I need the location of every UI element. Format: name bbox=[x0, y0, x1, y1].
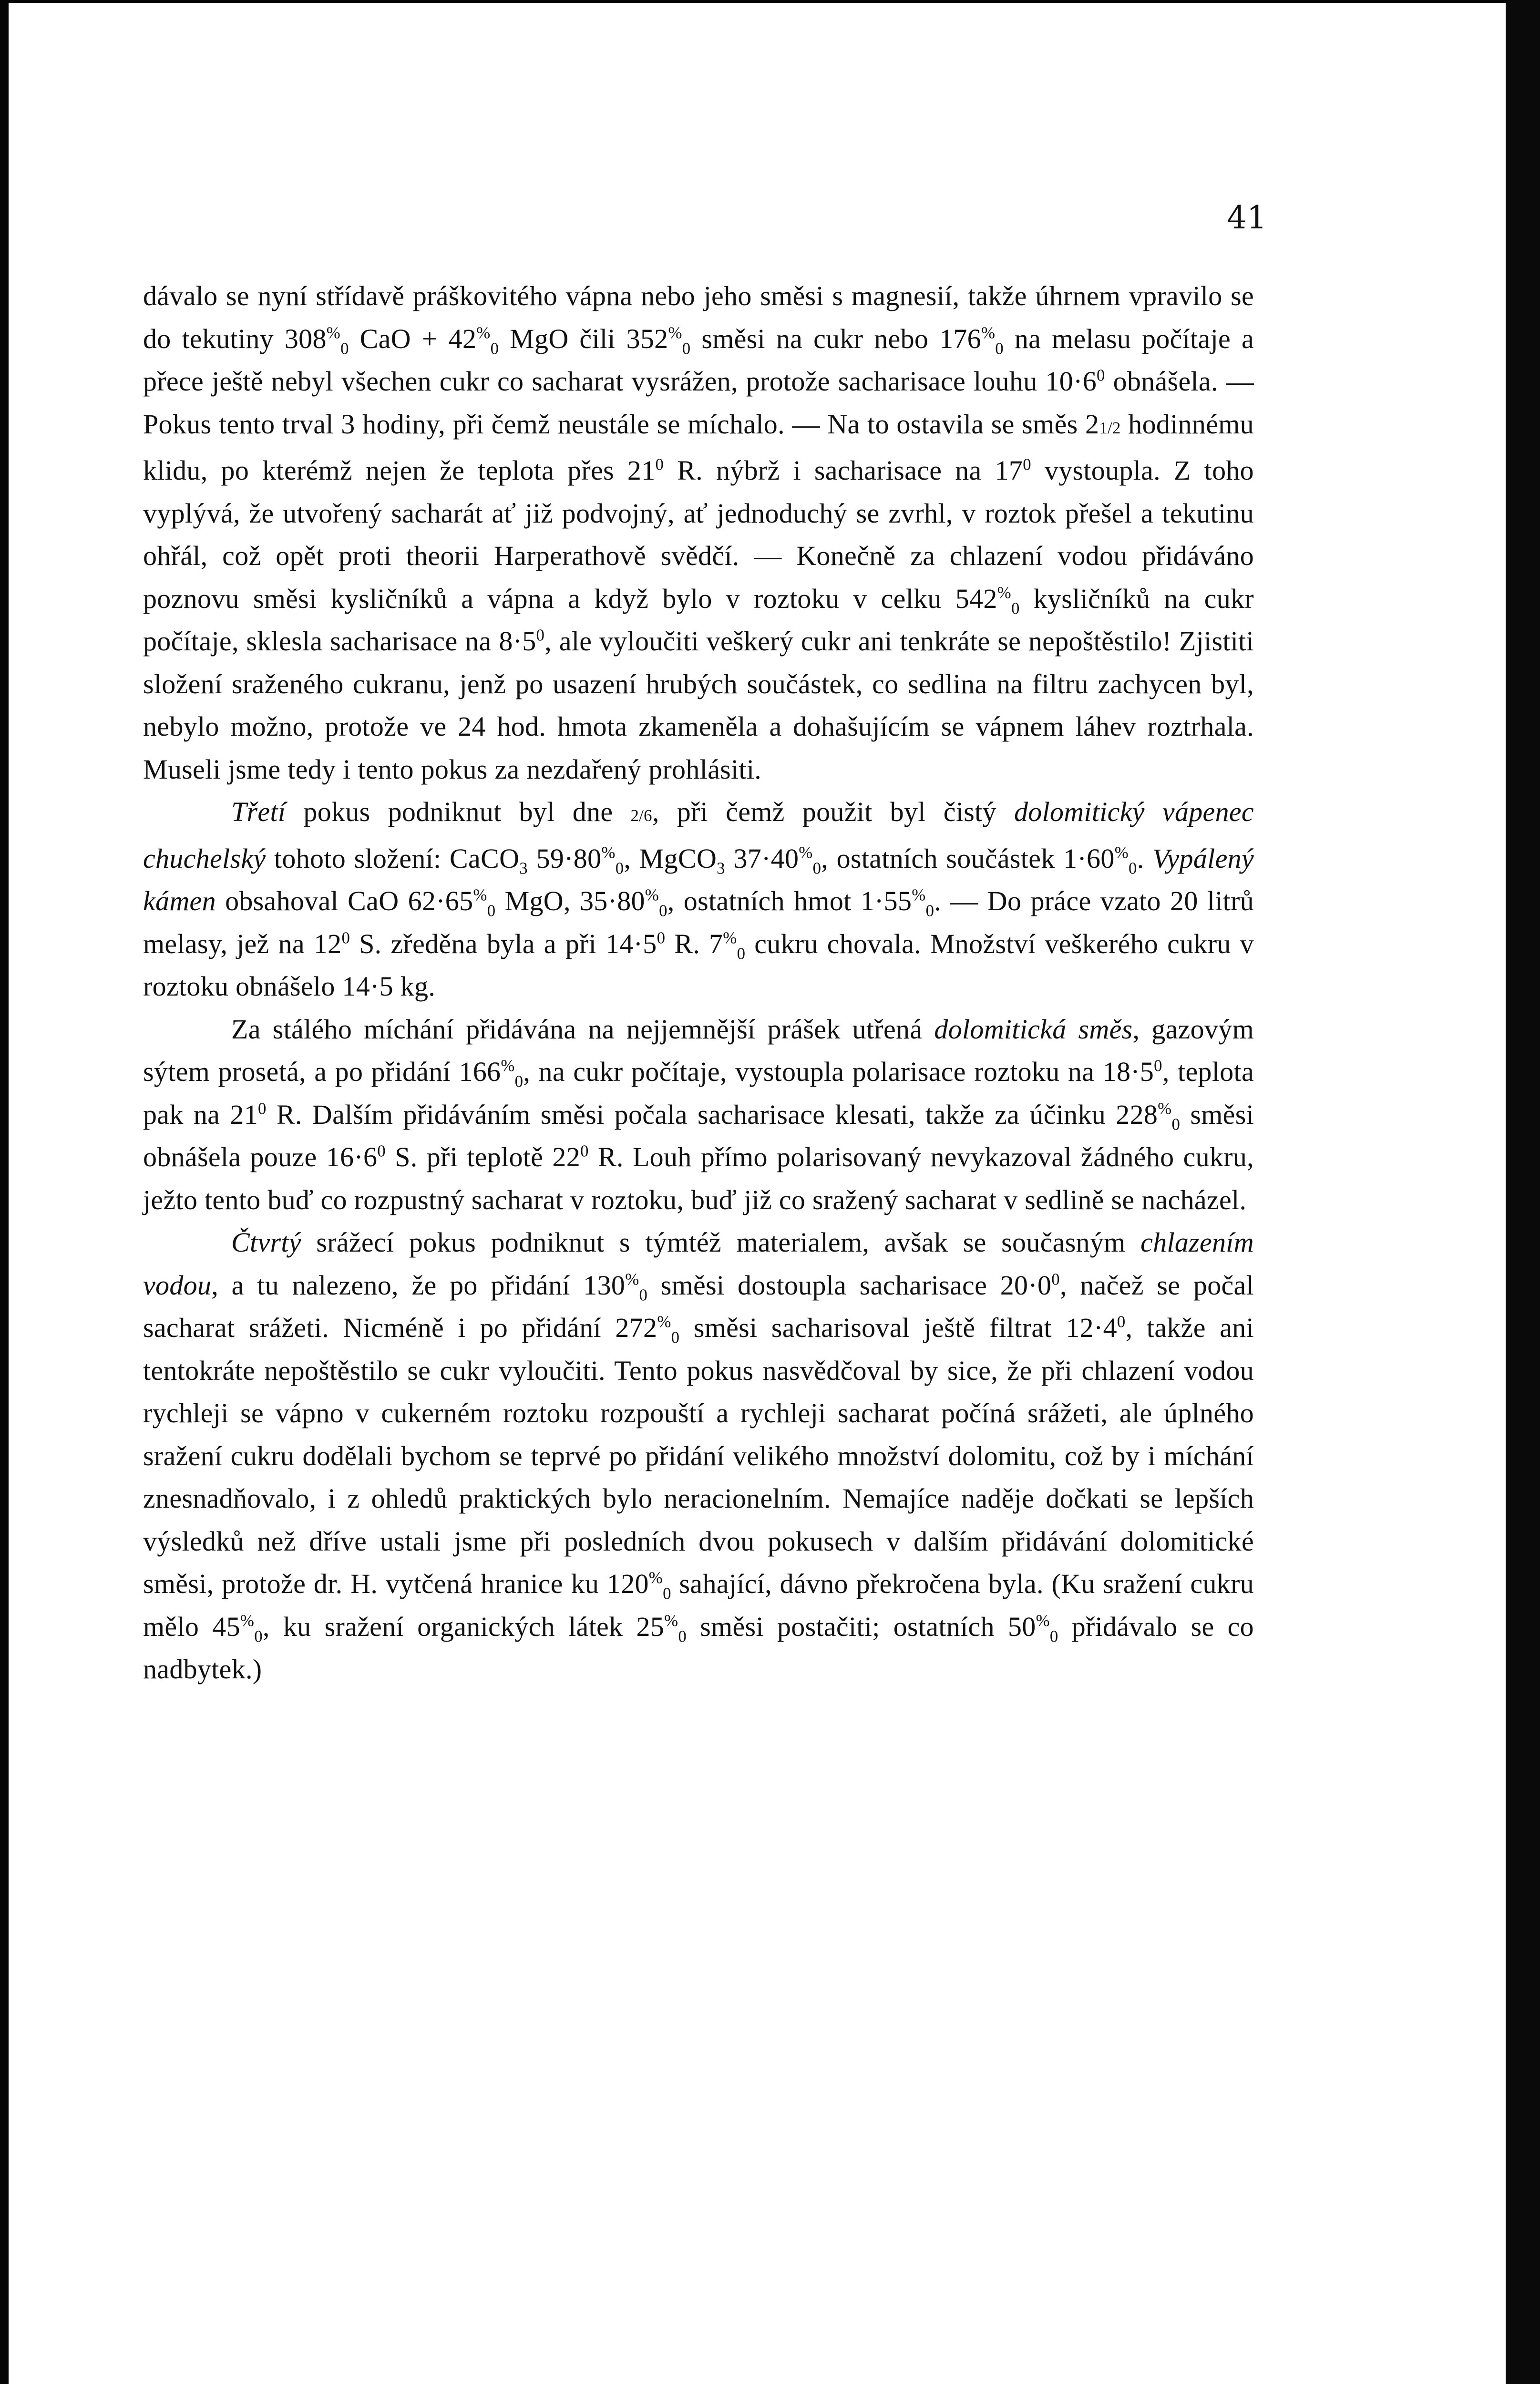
text-segment: 0 bbox=[663, 1584, 671, 1603]
text-segment: 0 bbox=[340, 339, 349, 358]
text-segment: , a tu nalezeno, že po přidání 130 bbox=[211, 1269, 626, 1301]
text-segment: 0 bbox=[678, 1627, 687, 1646]
text-segment: 0 bbox=[1154, 1056, 1162, 1075]
text-segment: 0 bbox=[1097, 366, 1105, 385]
text-segment: chlazením vodou bbox=[143, 1227, 1254, 1301]
text-segment: % bbox=[981, 323, 996, 342]
text-segment: , gazovým sýtem prosetá, a po přidání 166 bbox=[143, 1013, 1254, 1087]
text-segment: % bbox=[1036, 1611, 1050, 1630]
text-segment: 0 bbox=[487, 901, 496, 920]
text-segment: 0 bbox=[258, 1099, 267, 1118]
text-segment: 0 bbox=[377, 1141, 386, 1161]
text-segment: % bbox=[625, 1270, 639, 1289]
text-segment: směsi dostoupla sacharisace 20·0 bbox=[647, 1269, 1052, 1301]
paragraph-1 bbox=[143, 275, 1254, 791]
text-segment: . bbox=[1137, 843, 1153, 874]
text-segment: kysličníků na cukr počítaje, sklesla sacharisace na 8·5 bbox=[143, 583, 1254, 657]
text-segment: 2/6 bbox=[630, 806, 652, 825]
text-segment: 3 bbox=[717, 859, 725, 878]
text-segment: % bbox=[1114, 843, 1129, 862]
text-segment: tohoto složení: CaCO bbox=[266, 843, 520, 874]
text-segment: , MgCO bbox=[624, 843, 717, 874]
paragraph-4 bbox=[143, 1221, 1254, 1691]
text-segment: 59·80 bbox=[527, 843, 602, 874]
text-segment: 0 bbox=[655, 455, 664, 474]
text-segment: , ostatních hmot 1·55 bbox=[667, 885, 912, 916]
text-segment: % bbox=[476, 323, 491, 342]
text-segment: , ale vyloučiti veškerý cukr ani tenkráte se nepoštěstilo! Zjistiti složení sraženého cukranu, jenž po usazení hrubých součástek, co sedlina na filtru zachycen byl, nebylo možno, protože ve 24 hod. hmota zkameněla a dohašujícím se vápnem láhev roztrhala. Museli jsme tedy i tento pokus za nezdařený prohlásiti. bbox=[143, 626, 1254, 785]
text-segment: % bbox=[1158, 1099, 1172, 1118]
text-segment: přidávalo se co nadbytek.) bbox=[143, 1611, 1254, 1685]
body-text bbox=[143, 275, 1254, 1691]
page-number: 41 bbox=[1227, 199, 1267, 236]
scan-edge bbox=[1506, 0, 1540, 2384]
text-segment: S. zředěna byla a při 14·5 bbox=[350, 928, 657, 959]
text-segment: vystoupla. Z toho vyplývá, že utvořený sacharát ať již podvojný, ať jednoduchý se zvrhl, v roztok přešel a tekutinu ohřál, což opět proti theorii Harperathově svědčí. — Konečně za chlazení vodou přidáváno poznovu směsi kysličníků a vápna a když bylo v roztoku v celku 542 bbox=[143, 455, 1254, 614]
text-segment: % bbox=[645, 885, 659, 904]
text-segment: R. 7 bbox=[665, 928, 723, 959]
text-segment: R. Louh přímo polarisovaný nevykazoval žádného cukru, ježto tento buď co rozpustný sacharat v roztoku, buď již co sražený sacharat v sedlině se nacházel. bbox=[143, 1141, 1254, 1215]
text-segment: 0 bbox=[925, 901, 934, 920]
text-segment: % bbox=[668, 323, 682, 342]
text-segment: cukru chovala. Množství veškerého cukru v roztoku obnášelo 14·5 kg. bbox=[143, 928, 1254, 1002]
text-segment: 0 bbox=[671, 1328, 680, 1347]
text-segment: 0 bbox=[1171, 1115, 1181, 1134]
text-segment: 0 bbox=[737, 944, 746, 963]
text-segment: směsi postačiti; ostatních 50 bbox=[687, 1611, 1036, 1642]
text-segment: sahající, dávno překročena byla. (Ku sražení cukru mělo 45 bbox=[143, 1568, 1254, 1642]
text-segment: pokus podniknut byl dne bbox=[286, 796, 631, 827]
text-segment: % bbox=[997, 583, 1011, 602]
text-segment: 0 bbox=[1023, 455, 1031, 474]
text-segment: 0 bbox=[812, 859, 821, 878]
text-segment: % bbox=[657, 1312, 671, 1331]
text-segment: % bbox=[473, 885, 487, 904]
text-segment: R. Dalším přidáváním směsi počala sacharisace klesati, takže za účinku 228 bbox=[266, 1099, 1158, 1130]
text-segment: , na cukr počítaje, vystoupla polarisace roztoku na 18·5 bbox=[523, 1056, 1154, 1087]
text-segment: 0 bbox=[639, 1285, 648, 1305]
text-segment: 0 bbox=[580, 1141, 589, 1161]
text-segment: 0 bbox=[490, 339, 499, 358]
text-segment: 0 bbox=[1128, 859, 1137, 878]
text-segment: , při čemž použit byl čistý bbox=[652, 796, 1014, 827]
text-segment: Čtvrtý bbox=[231, 1227, 301, 1258]
text-segment: % bbox=[664, 1611, 678, 1630]
text-segment: 0 bbox=[341, 928, 350, 947]
text-segment: 0 bbox=[659, 901, 667, 920]
text-segment: S. při teplotě 22 bbox=[385, 1141, 581, 1172]
text-segment: obnášela. — Pokus tento trval 3 hodiny, při čemž neustále se míchalo. — Na to ostavila se směs 2 bbox=[143, 366, 1254, 440]
text-segment: směsi obnášela pouze 16·6 bbox=[143, 1099, 1254, 1172]
paragraph-3 bbox=[143, 1008, 1254, 1222]
text-segment: 3 bbox=[519, 859, 528, 878]
text-segment: , ku sražení organických látek 25 bbox=[262, 1611, 665, 1642]
text-segment: směsi na cukr nebo 176 bbox=[690, 323, 981, 354]
text-segment: na melasu počítaje a přece ještě nebyl všechen cukr co sacharat vysrážen, protože sacharisace louhu 10·6 bbox=[143, 323, 1254, 397]
text-segment: Za stálého míchání přidávána na nejjemnější prášek utřená bbox=[231, 1013, 934, 1045]
text-segment: 0 bbox=[1051, 1270, 1060, 1289]
text-segment: % bbox=[601, 843, 616, 862]
text-segment: dolomitická směs bbox=[934, 1013, 1133, 1045]
text-segment: Třetí bbox=[231, 796, 286, 827]
text-segment: 0 bbox=[657, 928, 666, 947]
text-segment: dolomitický vápenec chuchelský bbox=[143, 796, 1254, 874]
text-segment: 0 bbox=[254, 1627, 263, 1646]
text-segment: , takže ani tentokráte nepoštěstilo se cukr vyloučiti. Tento pokus nasvědčoval by sice, že při chlazení vodou rychleji se vápno v cukerném roztoku rozpouští a rychleji sacharat počíná srážeti, ale úplného sražení cukru dodělali bychom se teprvé po přidání velikého množství dolomitu, což by i míchání znesnadňovalo, i z ohledů praktických bylo neracionelním. Nemajíce naděje dočkati se lepších výsledků než dříve ustali jsme při posledních dvou pokusech v dalším přidávání dolomitické směsi, protože dr. H. vytčená hranice ku 120 bbox=[143, 1312, 1254, 1599]
text-segment: směsi sacharisoval ještě filtrat 12·4 bbox=[679, 1312, 1117, 1343]
text-segment: 0 bbox=[1049, 1627, 1058, 1646]
text-segment: , ostatních součástek 1·60 bbox=[821, 843, 1115, 874]
text-segment: CaO + 42 bbox=[349, 323, 477, 354]
text-segment: , načež se počal sacharat srážeti. Nicméně i po přidání 272 bbox=[143, 1269, 1254, 1343]
text-segment: MgO, 35·80 bbox=[495, 885, 645, 916]
document-page bbox=[9, 3, 1510, 2384]
text-segment: Vypálený kámen bbox=[143, 843, 1254, 916]
text-segment: 0 bbox=[995, 339, 1004, 358]
text-segment: 37·40 bbox=[725, 843, 799, 874]
text-segment: % bbox=[723, 928, 737, 947]
text-segment: hodinnému klidu, po kterémž nejen že teplota přes 21 bbox=[143, 408, 1254, 486]
text-segment: 0 bbox=[1117, 1312, 1126, 1331]
text-segment: R. nýbrž i sacharisace na 17 bbox=[664, 455, 1023, 486]
text-segment: % bbox=[912, 885, 926, 904]
text-segment: dávalo se nyní střídavě práškovitého vápna nebo jeho směsi s magnesií, takže úhrnem vpravilo se do tekutiny 308 bbox=[143, 280, 1254, 354]
text-segment: % bbox=[240, 1611, 255, 1630]
text-segment: % bbox=[799, 843, 813, 862]
text-segment: % bbox=[648, 1568, 663, 1587]
text-segment: , teplota pak na 21 bbox=[143, 1056, 1254, 1130]
text-segment: 0 bbox=[615, 859, 624, 878]
text-segment: % bbox=[501, 1056, 515, 1075]
paragraph-2 bbox=[143, 791, 1254, 1008]
text-segment: 1/2 bbox=[1099, 418, 1121, 437]
text-segment: MgO čili 352 bbox=[499, 323, 668, 354]
text-segment: 0 bbox=[1011, 599, 1020, 618]
text-segment: . — Do práce vzato 20 litrů melasy, jež na 12 bbox=[143, 885, 1254, 959]
text-segment: 0 bbox=[514, 1072, 524, 1091]
text-segment: % bbox=[326, 323, 341, 342]
text-segment: obsahoval CaO 62·65 bbox=[216, 885, 473, 916]
text-segment: srážecí pokus podniknut s týmtéž materialem, avšak se současným bbox=[301, 1227, 1141, 1258]
text-segment: 0 bbox=[536, 626, 545, 645]
text-segment: 0 bbox=[682, 339, 691, 358]
